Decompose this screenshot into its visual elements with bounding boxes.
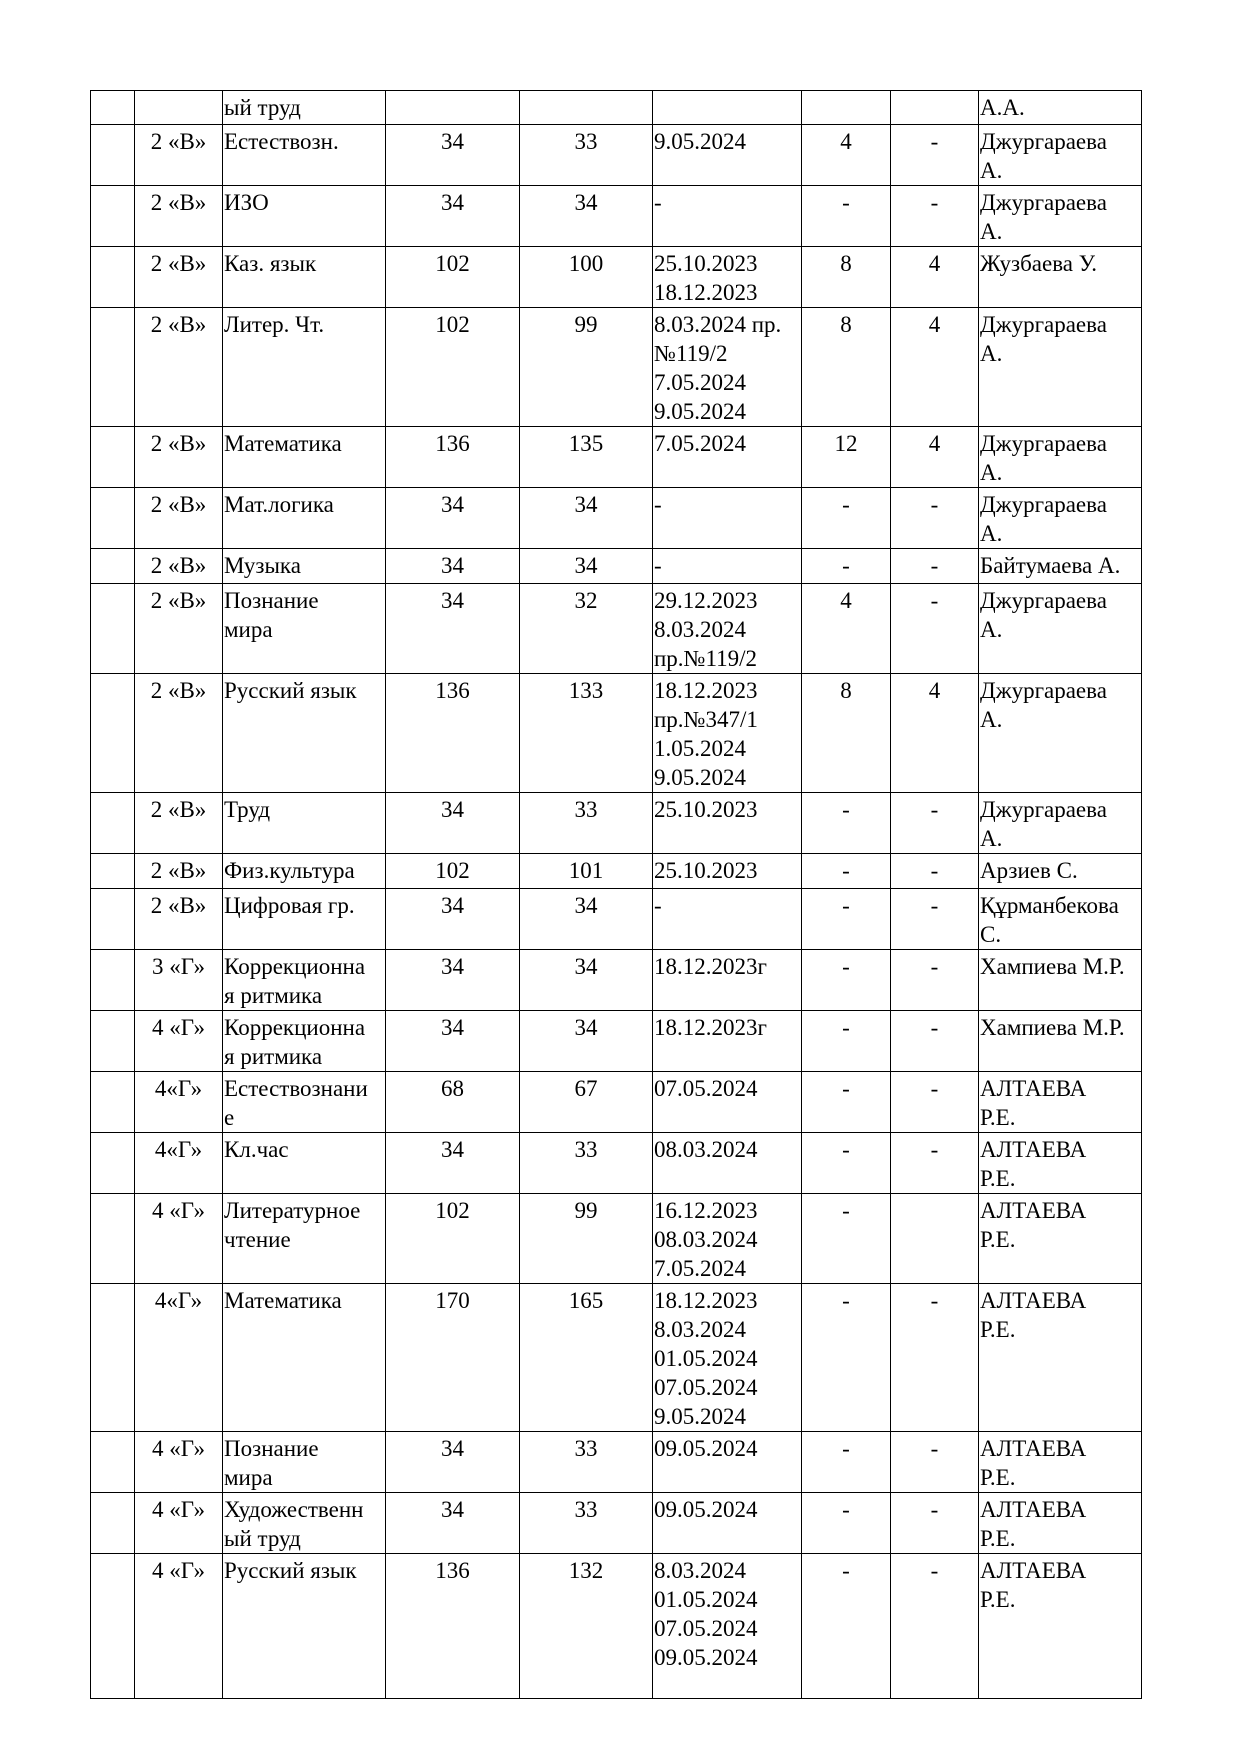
subject-cell: Художественн ый труд [223,1493,386,1554]
class-cell: 2 «В» [135,308,223,427]
planned-hours-cell: 102 [386,1194,520,1284]
teacher-cell: Хампиева М.Р. [979,950,1142,1011]
subject-cell: Литер. Чт. [223,308,386,427]
actual-hours-cell: 99 [520,308,653,427]
actual-hours-cell: 135 [520,427,653,488]
dates-cell: 16.12.2023 08.03.2024 7.05.2024 [653,1194,802,1284]
teacher-cell: А.А. [979,91,1142,125]
table-row [91,91,1142,125]
dates-cell: 18.12.2023 пр.№347/1 1.05.2024 9.05.2024 [653,674,802,793]
subject-cell: Литературное чтение [223,1194,386,1284]
column-8-cell: 4 [891,427,979,488]
column-7-cell: - [802,549,891,584]
subject-cell: ый труд [223,91,386,125]
planned-hours-cell: 34 [386,1011,520,1072]
row-number-cell [91,125,135,186]
planned-hours-cell: 34 [386,1432,520,1493]
class-cell: 4«Г» [135,1072,223,1133]
teacher-cell: АЛТАЕВА Р.Е. [979,1133,1142,1194]
column-8-cell: - [891,1493,979,1554]
teacher-cell: Джургараева А. [979,186,1142,247]
column-8-cell: 4 [891,674,979,793]
dates-cell: - [653,186,802,247]
table-row [91,549,1142,584]
row-number-cell [91,1072,135,1133]
dates-cell: - [653,549,802,584]
table-row [91,793,1142,854]
row-number-cell [91,1493,135,1554]
dates-cell [653,91,802,125]
column-8-cell: - [891,1284,979,1432]
column-8-cell [891,91,979,125]
dates-cell: 18.12.2023г [653,1011,802,1072]
dates-cell: 8.03.2024 01.05.2024 07.05.2024 09.05.2024 [653,1554,802,1699]
row-number-cell [91,889,135,950]
dates-cell: - [653,889,802,950]
row-number-cell [91,1554,135,1699]
table-row [91,427,1142,488]
teacher-cell: Джургараева А. [979,793,1142,854]
column-7-cell: - [802,1194,891,1284]
row-number-cell [91,674,135,793]
column-8-cell: 4 [891,247,979,308]
column-7-cell: - [802,1432,891,1493]
column-7-cell: 4 [802,125,891,186]
dates-cell: 25.10.2023 [653,854,802,889]
column-7-cell: 8 [802,308,891,427]
teacher-cell: АЛТАЕВА Р.Е. [979,1554,1142,1699]
teacher-cell: Джургараева А. [979,488,1142,549]
column-7-cell: - [802,793,891,854]
column-8-cell: - [891,488,979,549]
actual-hours-cell: 34 [520,488,653,549]
planned-hours-cell: 102 [386,854,520,889]
actual-hours-cell: 34 [520,950,653,1011]
planned-hours-cell: 68 [386,1072,520,1133]
teacher-cell: АЛТАЕВА Р.Е. [979,1432,1142,1493]
dates-cell: 07.05.2024 [653,1072,802,1133]
actual-hours-cell: 132 [520,1554,653,1699]
teacher-cell: Джургараева А. [979,584,1142,674]
teacher-cell: АЛТАЕВА Р.Е. [979,1493,1142,1554]
table-row [91,584,1142,674]
planned-hours-cell: 136 [386,674,520,793]
dates-cell: 25.10.2023 18.12.2023 [653,247,802,308]
subject-cell: Коррекционна я ритмика [223,1011,386,1072]
class-cell: 2 «В» [135,549,223,584]
subject-cell: Музыка [223,549,386,584]
table-row [91,1554,1142,1699]
teacher-cell: Джургараева А. [979,125,1142,186]
row-number-cell [91,1133,135,1194]
row-number-cell [91,186,135,247]
teacher-cell: Арзиев С. [979,854,1142,889]
teacher-cell: АЛТАЕВА Р.Е. [979,1072,1142,1133]
table-row [91,247,1142,308]
row-number-cell [91,549,135,584]
row-number-cell [91,584,135,674]
table-row [91,674,1142,793]
planned-hours-cell: 34 [386,549,520,584]
subject-cell: Познание мира [223,584,386,674]
actual-hours-cell: 34 [520,186,653,247]
actual-hours-cell: 33 [520,1493,653,1554]
row-number-cell [91,308,135,427]
planned-hours-cell: 34 [386,584,520,674]
teacher-cell: Джургараева А. [979,427,1142,488]
planned-hours-cell: 34 [386,1133,520,1194]
actual-hours-cell: 133 [520,674,653,793]
column-7-cell: - [802,1072,891,1133]
actual-hours-cell: 34 [520,549,653,584]
column-7-cell: - [802,1011,891,1072]
actual-hours-cell: 33 [520,793,653,854]
column-8-cell [891,1194,979,1284]
column-7-cell: - [802,950,891,1011]
subject-cell: Познание мира [223,1432,386,1493]
planned-hours-cell: 34 [386,186,520,247]
actual-hours-cell [520,91,653,125]
planned-hours-cell: 34 [386,889,520,950]
class-cell: 4 «Г» [135,1554,223,1699]
class-cell: 2 «В» [135,247,223,308]
column-8-cell: - [891,1133,979,1194]
subject-cell: Мат.логика [223,488,386,549]
column-8-cell: - [891,1011,979,1072]
class-cell: 2 «В» [135,488,223,549]
class-cell: 4 «Г» [135,1011,223,1072]
class-cell [135,91,223,125]
column-8-cell: - [891,793,979,854]
dates-cell: 08.03.2024 [653,1133,802,1194]
table-row [91,1072,1142,1133]
teacher-cell: Құрманбекова С. [979,889,1142,950]
row-number-cell [91,488,135,549]
actual-hours-cell: 33 [520,1133,653,1194]
column-7-cell: 8 [802,674,891,793]
column-8-cell: - [891,1554,979,1699]
column-7-cell: 4 [802,584,891,674]
table-row [91,1284,1142,1432]
column-7-cell: - [802,1493,891,1554]
dates-cell: - [653,488,802,549]
planned-hours-cell [386,91,520,125]
teacher-cell: АЛТАЕВА Р.Е. [979,1284,1142,1432]
teacher-cell: Джургараева А. [979,308,1142,427]
planned-hours-cell: 34 [386,1493,520,1554]
column-8-cell: - [891,125,979,186]
teacher-cell: АЛТАЕВА Р.Е. [979,1194,1142,1284]
table-row [91,889,1142,950]
dates-cell: 18.12.2023 8.03.2024 01.05.2024 07.05.2024 9.05.2024 [653,1284,802,1432]
column-8-cell: - [891,186,979,247]
subject-cell: Математика [223,427,386,488]
planned-hours-cell: 34 [386,950,520,1011]
row-number-cell [91,91,135,125]
dates-cell: 09.05.2024 [653,1493,802,1554]
row-number-cell [91,1194,135,1284]
class-cell: 4 «Г» [135,1194,223,1284]
table-row [91,1133,1142,1194]
class-cell: 2 «В» [135,889,223,950]
table-row [91,125,1142,186]
subject-cell: Естествозн. [223,125,386,186]
class-cell: 2 «В» [135,793,223,854]
subject-cell: Труд [223,793,386,854]
planned-hours-cell: 102 [386,247,520,308]
class-cell: 3 «Г» [135,950,223,1011]
actual-hours-cell: 33 [520,1432,653,1493]
planned-hours-cell: 136 [386,427,520,488]
teacher-cell: Хампиева М.Р. [979,1011,1142,1072]
class-cell: 4 «Г» [135,1493,223,1554]
column-8-cell: - [891,950,979,1011]
row-number-cell [91,950,135,1011]
column-7-cell: - [802,1554,891,1699]
column-8-cell: - [891,584,979,674]
subject-cell: Русский язык [223,1554,386,1699]
teacher-cell: Джургараева А. [979,674,1142,793]
class-cell: 4«Г» [135,1133,223,1194]
actual-hours-cell: 67 [520,1072,653,1133]
column-7-cell: - [802,854,891,889]
column-7-cell: - [802,1284,891,1432]
column-8-cell: - [891,854,979,889]
column-7-cell: - [802,186,891,247]
subject-cell: Коррекционна я ритмика [223,950,386,1011]
actual-hours-cell: 100 [520,247,653,308]
dates-cell: 29.12.2023 8.03.2024 пр.№119/2 [653,584,802,674]
column-8-cell: - [891,889,979,950]
table-row [91,1493,1142,1554]
teacher-cell: Жузбаева У. [979,247,1142,308]
column-8-cell: - [891,1072,979,1133]
planned-hours-cell: 136 [386,1554,520,1699]
class-cell: 4 «Г» [135,1432,223,1493]
class-cell: 4«Г» [135,1284,223,1432]
table-row [91,308,1142,427]
actual-hours-cell: 34 [520,889,653,950]
column-8-cell: - [891,1432,979,1493]
subject-cell: Русский язык [223,674,386,793]
actual-hours-cell: 165 [520,1284,653,1432]
class-cell: 2 «В» [135,674,223,793]
dates-cell: 09.05.2024 [653,1432,802,1493]
class-cell: 2 «В» [135,854,223,889]
actual-hours-cell: 33 [520,125,653,186]
dates-cell: 25.10.2023 [653,793,802,854]
subject-cell: Математика [223,1284,386,1432]
dates-cell: 9.05.2024 [653,125,802,186]
actual-hours-cell: 99 [520,1194,653,1284]
column-8-cell: 4 [891,308,979,427]
teacher-cell: Байтумаева А. [979,549,1142,584]
planned-hours-cell: 34 [386,125,520,186]
column-7-cell: - [802,1133,891,1194]
table-row [91,186,1142,247]
planned-hours-cell: 34 [386,488,520,549]
column-7-cell: 12 [802,427,891,488]
table-row [91,1432,1142,1493]
subject-cell: Естествознани е [223,1072,386,1133]
column-7-cell: - [802,889,891,950]
table-row [91,1011,1142,1072]
row-number-cell [91,854,135,889]
row-number-cell [91,1284,135,1432]
planned-hours-cell: 102 [386,308,520,427]
column-8-cell: - [891,549,979,584]
class-cell: 2 «В» [135,125,223,186]
planned-hours-cell: 170 [386,1284,520,1432]
table-body [91,91,1142,1699]
subject-cell: Кл.час [223,1133,386,1194]
subject-cell: Каз. язык [223,247,386,308]
planned-hours-cell: 34 [386,793,520,854]
column-7-cell: 8 [802,247,891,308]
table-row [91,950,1142,1011]
row-number-cell [91,427,135,488]
actual-hours-cell: 101 [520,854,653,889]
class-cell: 2 «В» [135,584,223,674]
row-number-cell [91,793,135,854]
subject-cell: ИЗО [223,186,386,247]
row-number-cell [91,1011,135,1072]
dates-cell: 18.12.2023г [653,950,802,1011]
class-cell: 2 «В» [135,186,223,247]
table-row [91,488,1142,549]
curriculum-table [90,90,1142,1699]
row-number-cell [91,247,135,308]
actual-hours-cell: 32 [520,584,653,674]
dates-cell: 8.03.2024 пр. №119/2 7.05.2024 9.05.2024 [653,308,802,427]
actual-hours-cell: 34 [520,1011,653,1072]
table-row [91,854,1142,889]
dates-cell: 7.05.2024 [653,427,802,488]
class-cell: 2 «В» [135,427,223,488]
column-7-cell [802,91,891,125]
subject-cell: Цифровая гр. [223,889,386,950]
subject-cell: Физ.культура [223,854,386,889]
column-7-cell: - [802,488,891,549]
row-number-cell [91,1432,135,1493]
table-row [91,1194,1142,1284]
